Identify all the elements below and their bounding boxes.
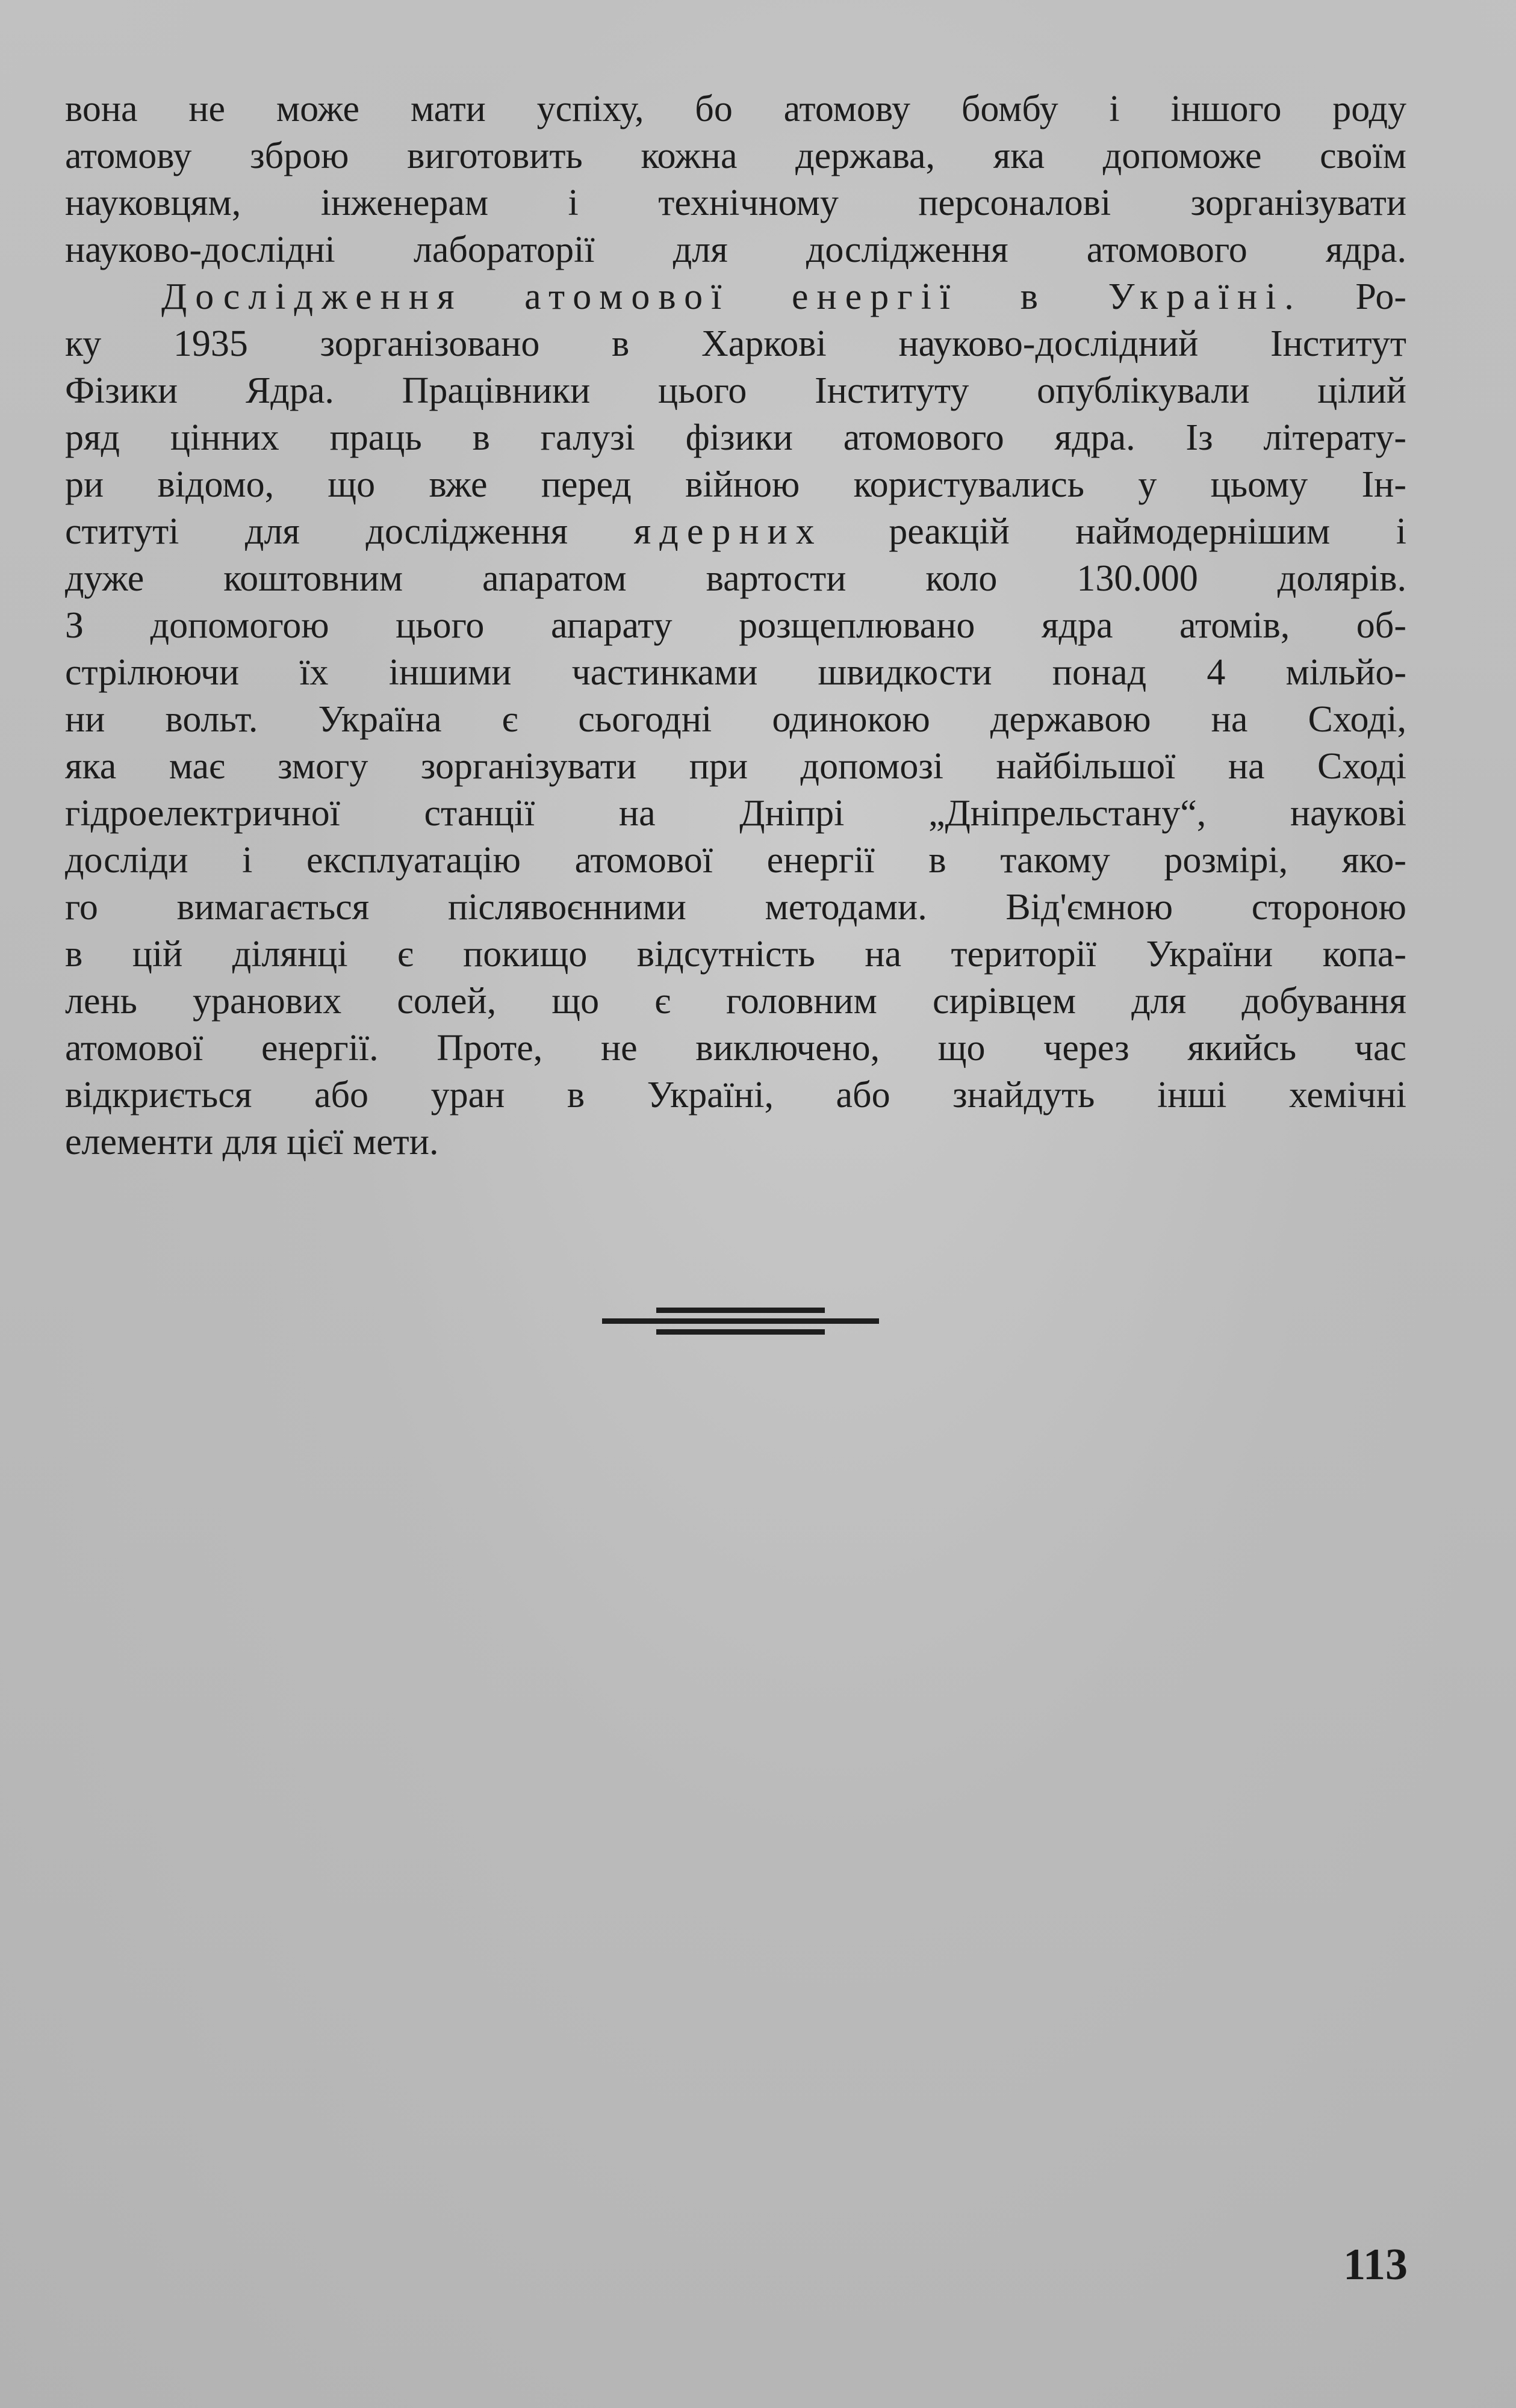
text-line: яка має змогу зорганізувати при допомозі найбільшої на Сході bbox=[65, 746, 1406, 787]
text-line: науково-дослідні лабораторії для дослідження атомового ядра. bbox=[65, 229, 1406, 270]
text-line: гідроелектричної станції на Дніпрі „Дніпрельстану“, наукові bbox=[65, 793, 1406, 834]
text-line-emphasis bbox=[65, 508, 1406, 555]
text-line: в цій ділянці є покищо відсутність на території України копа- bbox=[65, 934, 1406, 975]
text-line: дуже коштовним апаратом вартости коло 130.000 долярів. bbox=[65, 558, 1406, 599]
paragraph-1 bbox=[65, 85, 1406, 273]
text-line: ку 1935 зорганізовано в Харкові науково-дослідний Інститут bbox=[65, 323, 1406, 364]
text-line: ряд цінних праць в галузі фізики атомового ядра. Із літерату- bbox=[65, 417, 1406, 458]
text-line: лень уранових солей, що є головним сирівцем для добування bbox=[65, 981, 1406, 1022]
divider-rule-middle bbox=[602, 1318, 879, 1324]
text-line: ри відомо, що вже перед війною користувались у цьому Ін- bbox=[65, 464, 1406, 505]
text-line: ни вольт. Україна є сьогодні одинокою державою на Сході, bbox=[65, 699, 1406, 740]
divider-rule-top bbox=[656, 1308, 825, 1313]
paragraph-2 bbox=[65, 273, 1406, 1165]
text-fragment: Ро- bbox=[1355, 276, 1406, 317]
text-line: З допомогою цього апарату розщеплювано ядра атомів, об- bbox=[65, 605, 1406, 646]
text-line: науковцям, інженерам і технічному персоналові зорганізувати bbox=[65, 182, 1406, 223]
text-line: го вимагається післявоєнними методами. Від'ємною стороною bbox=[65, 887, 1406, 928]
text-fragment: ституті для дослідження bbox=[65, 511, 568, 552]
section-divider-ornament bbox=[602, 1300, 879, 1342]
text-line: досліди і експлуатацію атомової енергії в такому розмірі, яко- bbox=[65, 840, 1406, 881]
divider-rule-bottom bbox=[656, 1329, 825, 1335]
text-line: Фізики Ядра. Працівники цього Інституту опублікували цілий bbox=[65, 370, 1406, 411]
text-line: атомову зброю виготовить кожна держава, яка допоможе своїм bbox=[65, 135, 1406, 176]
text-line: вона не може мати успіху, бо атомову бомбу і іншого роду bbox=[65, 88, 1406, 129]
paragraph-heading-line bbox=[65, 273, 1406, 320]
page-number: 113 bbox=[1343, 2240, 1408, 2289]
text-line: елементи для цієї мети. bbox=[65, 1122, 439, 1162]
body-text bbox=[65, 85, 1406, 1165]
text-line: атомової енергії. Проте, не виключено, що через якийсь час bbox=[65, 1028, 1406, 1069]
emphasized-word: ядерних bbox=[633, 511, 823, 552]
text-line: стрілюючи їх іншими частинками швидкости понад 4 мільйо- bbox=[65, 652, 1406, 693]
text-fragment: реакцій наймодернішим і bbox=[889, 511, 1407, 552]
text-line: відкриється або уран в Україні, або знайдуть інші хемічні bbox=[65, 1075, 1406, 1116]
section-heading: Дослідження атомової енергії в Україні. bbox=[161, 276, 1302, 317]
